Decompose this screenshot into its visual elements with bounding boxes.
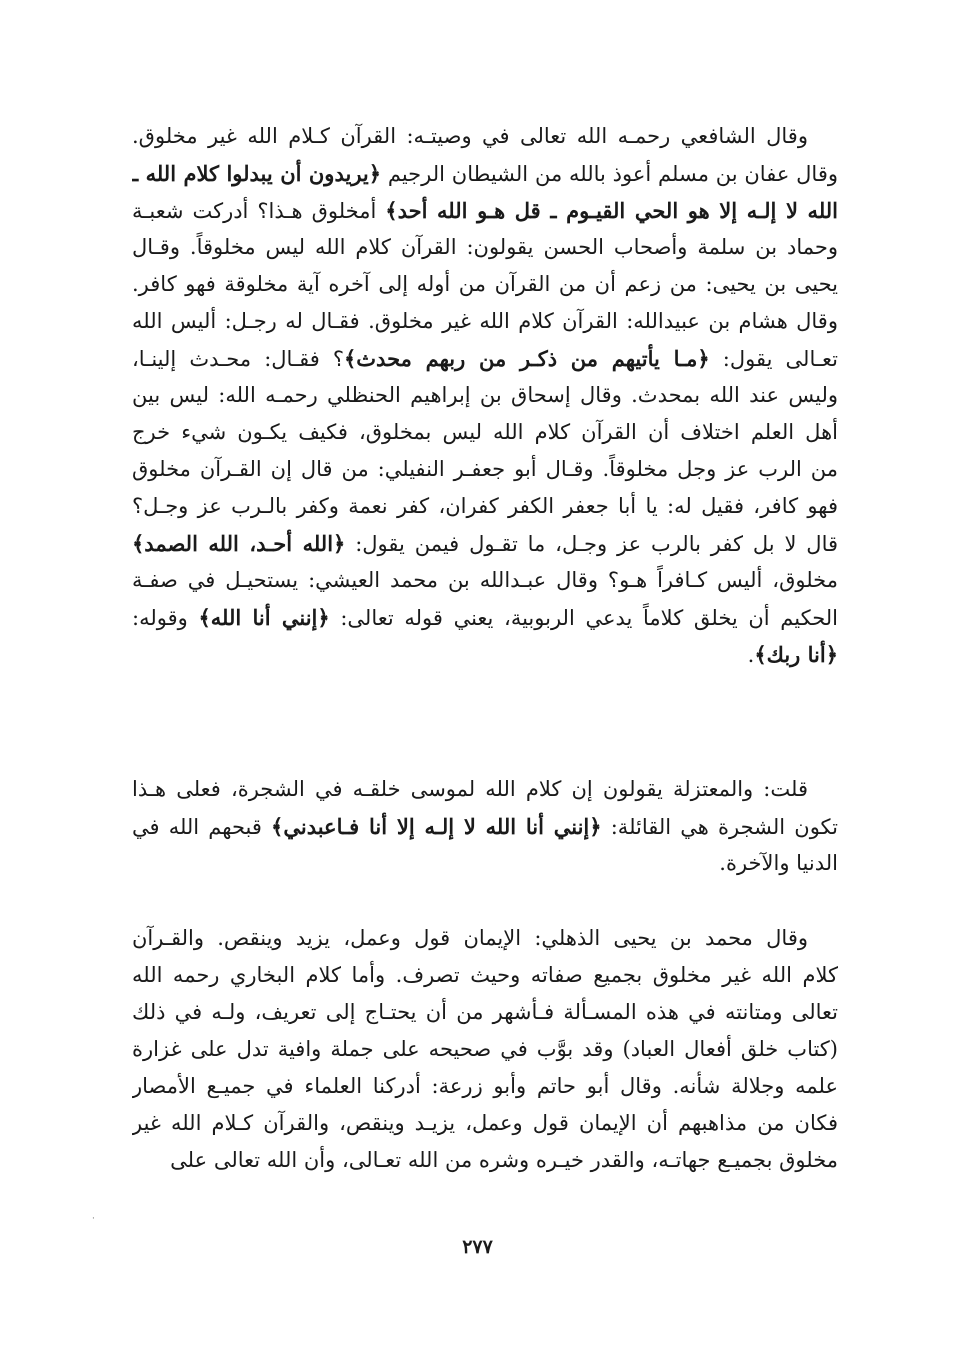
text-line [132, 920, 838, 957]
text-line [132, 155, 838, 192]
text-line [132, 1142, 838, 1179]
text-segment: فهو كافر، فقيل له: يا أبا جعفر الكفر كفران، كفر نعمة وكفر بالـرب عز وجـل؟ [132, 494, 838, 518]
quran-quote: ﴿مـا يأتيهم من ذكـر من ربهم محدث﴾ [343, 346, 710, 371]
text-line [132, 229, 838, 266]
text-line [132, 636, 838, 673]
text-line [132, 1068, 838, 1105]
text-line [132, 303, 838, 340]
text-segment: أهل العلم اختلاف أن القرآن كلام الله ليس بمخلوق، فكيف يكـون شيء خرج [132, 420, 838, 444]
text-line [132, 771, 838, 808]
quran-quote: ﴿إنني أنا الله﴾ [198, 605, 330, 630]
text-segment: وقال الشافعي رحمـه الله تعالى في وصيتـه: القرآن كـلام الله غير مخلوق. [132, 124, 808, 148]
text-line [132, 451, 838, 488]
text-line [132, 808, 838, 845]
text-line [132, 340, 838, 377]
text-line [132, 266, 838, 303]
page-number: ٢٧٧ [462, 1236, 493, 1258]
quran-quote: ﴿أنا ربك﴾ [754, 642, 838, 667]
text-line [132, 599, 838, 636]
text-segment: قبحهم الله في [132, 815, 272, 839]
quran-quote: ﴿يريدون أن يبدلوا كلام الله ـ [132, 161, 382, 186]
quran-quote: الله لا إلـه إلا هو الحي القيـوم ـ قل هـو الله أحد﴾ [385, 198, 838, 223]
paragraph-3 [132, 920, 838, 1179]
text-segment: تعالى ومتانته في هذه المسـألة فـأشهر من أن يحتـاج إلى تعريف، ولـه في ذلك [132, 1000, 838, 1024]
text-line [132, 414, 838, 451]
text-line [132, 1105, 838, 1142]
paragraph-2 [132, 771, 838, 882]
text-segment: (كتاب خلق أفعال العباد) وقد بوَّب في صحيحه على جملة وافية تدل على غزارة [132, 1037, 838, 1061]
text-line [132, 994, 838, 1031]
text-segment: مخلوق، أليس كـافراً هـو؟ وقال عبـدالله بن محمد العيشي: يستحيـل في صفـة [132, 568, 838, 592]
quran-quote: ﴿إنني أنا الله لا إلـه إلا أنا فـاعبدني﴾ [271, 814, 602, 839]
text-segment: أمخلوق هـذا؟ أدركت شعبـة [132, 199, 386, 223]
text-segment: الحكيم أن يخلق كلاماً يدعي الربوبية، يعني قوله تعالى: [329, 606, 838, 630]
text-segment: وليس عند الله بمحدث. وقال إسحاق بن إبراهيم الحنظلي رحمـه الله: ليس بين [132, 383, 838, 407]
text-segment: تعـالى يقول: [709, 347, 838, 371]
text-segment: وقوله: [132, 606, 199, 630]
text-line [132, 562, 838, 599]
text-segment: يحيى بن يحيى: من زعم أن من القرآن من أوله إلى آخره آية مخلوقة فهو كافر. [132, 272, 838, 296]
text-line [132, 845, 838, 882]
text-segment: وحماد بن سلمة وأصحاب الحسن يقولون: القرآن كلام الله ليس مخلوقاً. وقـال [132, 235, 838, 259]
text-segment: علمه وجلالة شأنه. وقال أبو حاتم وأبو زرعة: أدركنا العلماء في جميـع الأمصار [132, 1074, 838, 1098]
text-segment: من الرب عز وجل مخلوقاً. وقـال أبو جعفـر النفيلي: من قال إن القـرآن مخلوق [132, 457, 838, 481]
text-line [132, 488, 838, 525]
text-line [132, 525, 838, 562]
text-segment: وقال هشام بن عبيدالله: القرآن كلام الله غير مخلوق. فقـال له رجـل: أليس الله [132, 309, 838, 333]
text-line [132, 192, 838, 229]
quran-quote: ﴿الله أحـد، الله الصمد﴾ [132, 531, 346, 556]
text-segment: مخلوق بجميـع جهاتـه، والقدر خيـره وشره من الله تعـالى، وأن الله تعالى على [170, 1148, 838, 1172]
scan-speck: · [92, 1214, 95, 1224]
text-line [132, 1031, 838, 1068]
text-segment: ؟ فقـال: محـدث إلينـا، [132, 347, 344, 371]
text-segment: قلت: والمعتزلة يقولون إن كلام الله لموسى خلقـه في الشجرة، فعلى هـذا [132, 777, 808, 801]
text-segment: فكان من مذاهبهم أن الإيمان قول وعمل، يزيـد وينقص، والقرآن كـلام الله غير [132, 1111, 838, 1135]
text-segment: . [747, 643, 755, 667]
text-segment: وقال عفان بن مسلم أعوذ بالله من الشيطان الرجيم [381, 162, 838, 186]
text-segment: وقال محمد بن يحيى الذهلي: الإيمان قول وعمل، يزيد وينقص. والقـرآن [132, 926, 808, 950]
text-segment: قال لا بل كفر بالرب عز وجـل، ما تقـول فيمن يقول: [345, 532, 838, 556]
text-line [132, 118, 838, 155]
paragraph-1 [132, 118, 838, 673]
text-segment: الدنيا والآخرة. [719, 851, 838, 875]
text-line [132, 377, 838, 414]
text-segment: تكون الشجرة هي القائلة: [601, 815, 838, 839]
text-segment: كلام الله غير مخلوق بجميع صفاته وحيث تصرف. وأما كلام البخاري رحمه الله [132, 963, 838, 987]
text-line [132, 957, 838, 994]
